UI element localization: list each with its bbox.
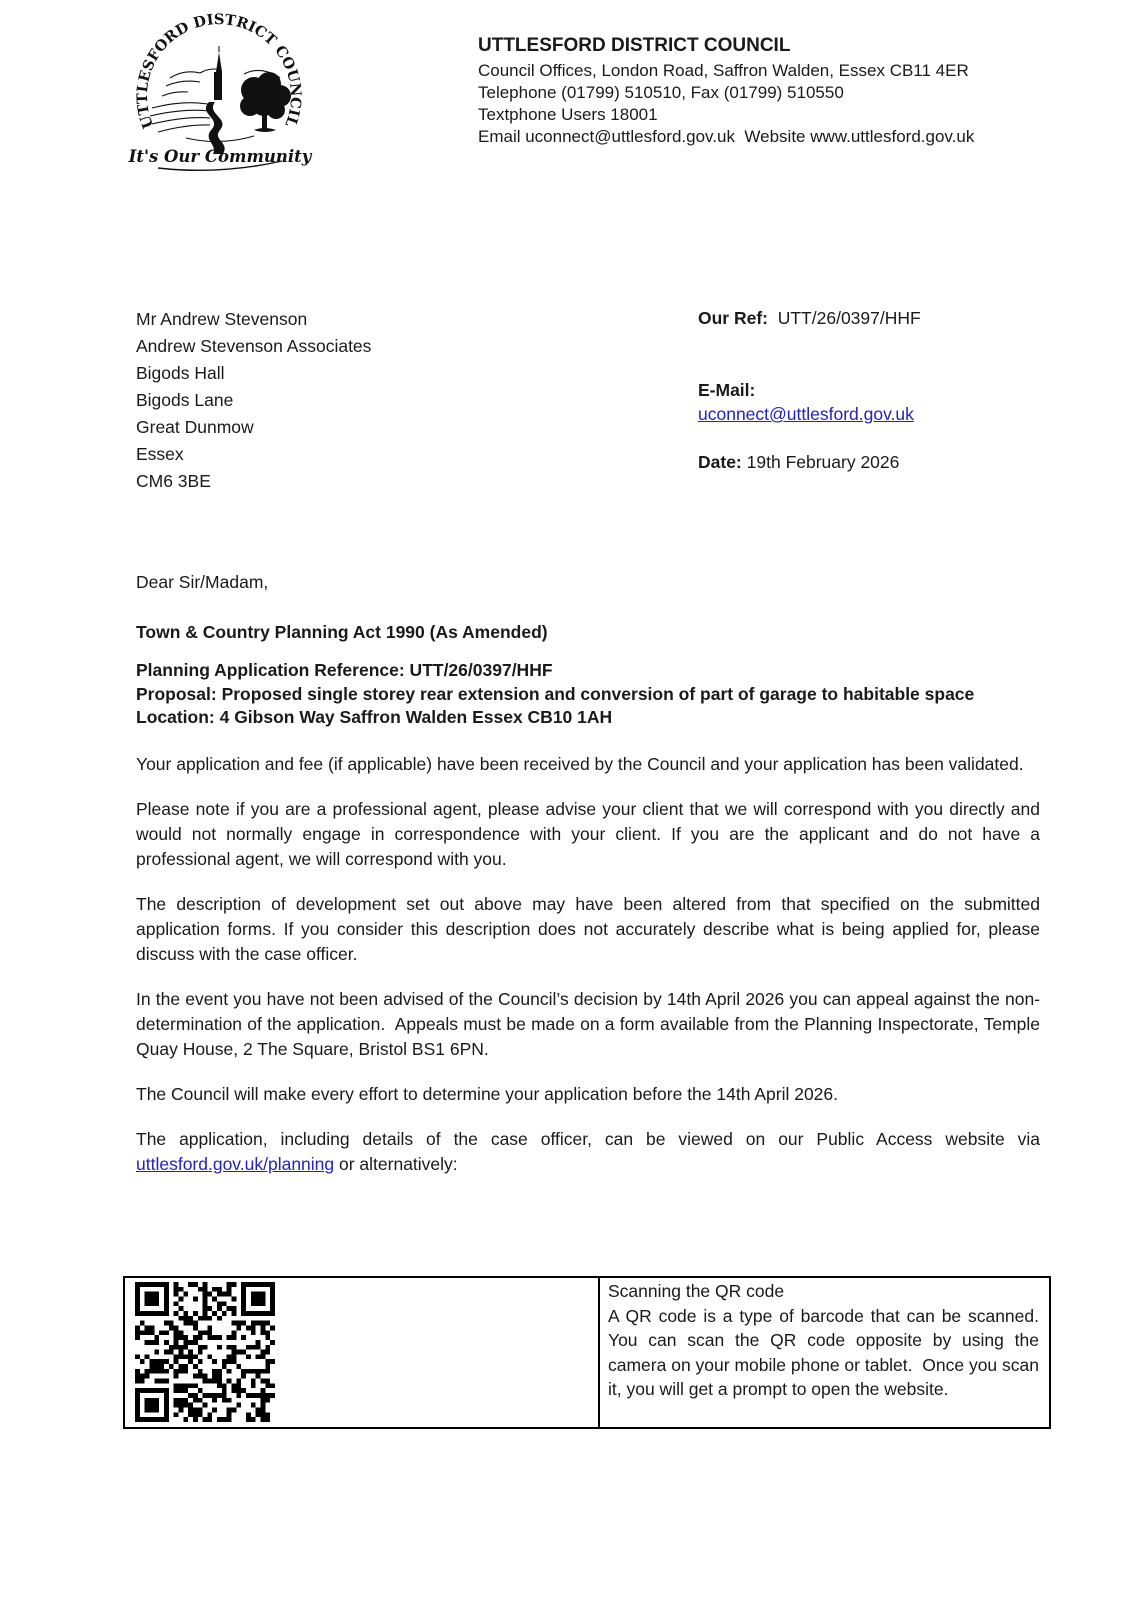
our-ref-label: Our Ref: xyxy=(698,308,768,328)
recipient-address-line: Bigods Lane xyxy=(136,390,234,410)
recipient-company: Andrew Stevenson Associates xyxy=(136,336,372,356)
council-logo xyxy=(126,12,314,172)
proposal-line: Proposal: Proposed single storey rear extension and conversion of part of garage to habitable space xyxy=(136,683,975,704)
view-online-suffix: or alternatively: xyxy=(334,1153,458,1174)
logo-motto-text: It's Our Community xyxy=(128,147,312,166)
recipient-address-line: Bigods Hall xyxy=(136,363,225,383)
application-reference-line: Planning Application Reference: UTT/26/0397/HHF xyxy=(136,660,553,680)
qr-info-table xyxy=(123,1276,1051,1429)
paragraph-professional-agent: Please note if you are a professional agent, please advise your client that we will correspond with you directly and would not normally engage in correspondence with your client. If you are the applicant and do not have a professional agent, we will correspond with you. xyxy=(136,798,1040,869)
recipient-town: Great Dunmow xyxy=(136,417,254,437)
paragraph-application-received: Your application and fee (if applicable) have been received by the Council and your application has been validated. xyxy=(136,753,1024,774)
date-label: Date: xyxy=(698,452,742,472)
council-logo-emblem xyxy=(126,12,314,172)
qr-section-title: Scanning the QR code xyxy=(608,1281,785,1301)
paragraph-determination-date: The Council will make every effort to determine your application before the 14th April 2026. xyxy=(136,1083,839,1104)
reference-block xyxy=(698,306,1042,475)
letterhead-contact-block xyxy=(478,34,1038,148)
council-email-link[interactable]: uconnect@uttlesford.gov.uk xyxy=(698,404,914,424)
recipient-postcode: CM6 3BE xyxy=(136,471,211,491)
view-online-prefix: The application, including details of the case officer, can be viewed on our Public Access website via xyxy=(136,1128,1040,1149)
date-value: 19th February 2026 xyxy=(746,452,900,472)
qr-section-description: A QR code is a type of barcode that can be scanned. You can scan the QR code opposite by using the camera on your mobile phone or tablet. Once you scan it, you will get a prompt to open the website. xyxy=(608,1305,1044,1399)
table-row xyxy=(124,1277,1050,1428)
paragraph-appeal-rights: In the event you have not been advised of the Council’s decision by 14th April 2026 you can appeal against the non-determination of the application. Appeals must be made on a form available from the Planning Inspectorate, Temple Quay House, 2 The Square, Bristol BS1 6PN. xyxy=(136,988,1045,1059)
logo-scene-graphic xyxy=(150,46,291,154)
date-row xyxy=(698,450,1042,475)
council-textphone: Textphone Users 18001 xyxy=(478,105,658,124)
planning-website-link[interactable]: uttlesford.gov.uk/planning xyxy=(136,1153,335,1174)
paragraph-view-online xyxy=(136,1127,1040,1177)
letter-body xyxy=(136,570,1045,1177)
act-heading: Town & Country Planning Act 1990 (As Amended) xyxy=(136,622,548,642)
council-phone: Telephone (01799) 510510, Fax (01799) 510550 xyxy=(478,83,844,102)
paragraph-description-altered: The description of development set out above may have been altered from that specified on the submitted application forms. If you consider this description does not accurately describe what is being applied for, please discuss with the case officer. xyxy=(136,893,1040,964)
our-ref-value: UTT/26/0397/HHF xyxy=(777,308,921,328)
location-line: Location: 4 Gibson Way Saffron Walden Essex CB10 1AH xyxy=(136,707,613,727)
salutation: Dear Sir/Madam, xyxy=(136,572,269,592)
recipient-county: Essex xyxy=(136,444,184,464)
council-email-website: Email uconnect@uttlesford.gov.uk Website www.uttlesford.gov.uk xyxy=(478,127,975,146)
qr-code xyxy=(135,1282,598,1427)
logo-arc-text: UTTLESFORD DISTRICT COUNCIL xyxy=(133,12,305,131)
qr-text-cell xyxy=(599,1277,1050,1428)
council-name: UTTLESFORD DISTRICT COUNCIL xyxy=(478,35,791,56)
recipient-name: Mr Andrew Stevenson xyxy=(136,309,308,329)
qr-code-cell xyxy=(124,1277,599,1428)
application-reference-block xyxy=(136,659,1040,730)
council-address: Council Offices, London Road, Saffron Walden, Essex CB11 4ER xyxy=(478,61,969,80)
email-label: E-Mail: xyxy=(698,380,756,400)
our-ref-row xyxy=(698,306,1042,331)
recipient-address-block xyxy=(136,306,371,495)
